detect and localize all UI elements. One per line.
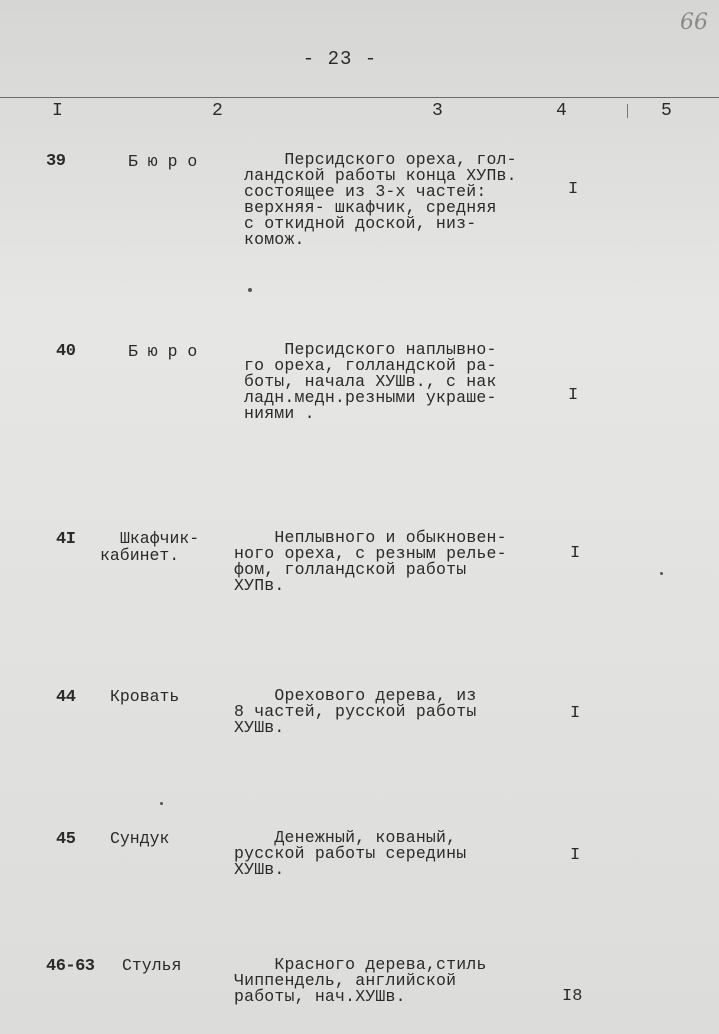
- entry-description-line: Денежный, кованый,: [234, 828, 457, 847]
- entry-name-line: Стулья: [122, 956, 182, 975]
- entry-quantity: I: [570, 704, 581, 723]
- column-separator: [627, 104, 628, 118]
- entry-description-line: ладн.медн.резными украше-: [244, 388, 497, 407]
- entry-description-line: русской работы середины: [234, 844, 467, 863]
- entry-description-line: ниями .: [244, 404, 315, 423]
- entry-name-line: Б ю р о: [128, 342, 198, 361]
- entry-name-line: Сундук: [110, 829, 170, 848]
- entry-description-line: состоящее из 3-х частей:: [244, 182, 487, 201]
- entry-description-line: Неплывного и обыкновен-: [234, 528, 507, 547]
- entry-number: 45: [56, 830, 76, 849]
- handwritten-page-number: 66: [680, 10, 708, 35]
- entry-description-line: комож.: [244, 230, 305, 249]
- column-header-5: 5: [661, 101, 672, 121]
- column-header-2: 2: [212, 101, 223, 121]
- entry-description-line: 8 частей, русской работы: [234, 702, 477, 721]
- entry-description-line: Красного дерева,стиль: [234, 955, 487, 974]
- paper-speck: [248, 288, 252, 292]
- entry-description-line: Чиппендель, английской: [234, 971, 457, 990]
- entry-quantity: I: [570, 846, 581, 865]
- column-header-4: 4: [556, 101, 567, 121]
- entry-quantity: I8: [562, 987, 583, 1006]
- entry-name-line: Кровать: [110, 687, 180, 706]
- entry-description-line: ХУПв.: [234, 576, 285, 595]
- entry-name-line: Шкафчик-: [120, 529, 200, 548]
- entry-description-line: с откидной доской, низ-: [244, 214, 477, 233]
- entry-number: 46-63: [46, 957, 95, 976]
- entry-number: 44: [56, 688, 76, 707]
- entry-description-line: Персидского наплывно-: [244, 340, 497, 359]
- entry-description-line: ландской работы конца ХУПв.: [244, 166, 517, 185]
- column-header-3: 3: [432, 101, 443, 121]
- entry-description-line: работы, нач.ХУШв.: [234, 987, 406, 1006]
- page-number: - 23 -: [302, 48, 378, 70]
- column-header-1: I: [52, 101, 63, 121]
- entry-number: 39: [46, 152, 66, 171]
- entry-description-line: го ореха, голландской ра-: [244, 356, 497, 375]
- entry-quantity: I: [568, 180, 579, 199]
- entry-description-line: фом, голландской работы: [234, 560, 467, 579]
- entry-description-line: Персидского ореха, гол-: [244, 150, 517, 169]
- entry-quantity: I: [570, 544, 581, 563]
- entry-description-line: ХУШв.: [234, 718, 285, 737]
- entry-description-line: ХУШв.: [234, 860, 285, 879]
- entry-description-line: Орехового дерева, из: [234, 686, 477, 705]
- header-rule: [0, 97, 719, 98]
- entry-name-line: Б ю р о: [128, 152, 198, 171]
- entry-description-line: верхняя- шкафчик, средняя: [244, 198, 497, 217]
- entry-number: 40: [56, 342, 76, 361]
- entry-description-line: ного ореха, с резным релье-: [234, 544, 507, 563]
- paper-speck: [160, 802, 163, 805]
- paper-speck: [660, 572, 663, 575]
- entry-name-line: кабинет.: [100, 546, 180, 565]
- entry-description-line: боты, начала ХУШв., с нак: [244, 372, 497, 391]
- entry-quantity: I: [568, 386, 579, 405]
- entry-number: 4I: [56, 530, 76, 549]
